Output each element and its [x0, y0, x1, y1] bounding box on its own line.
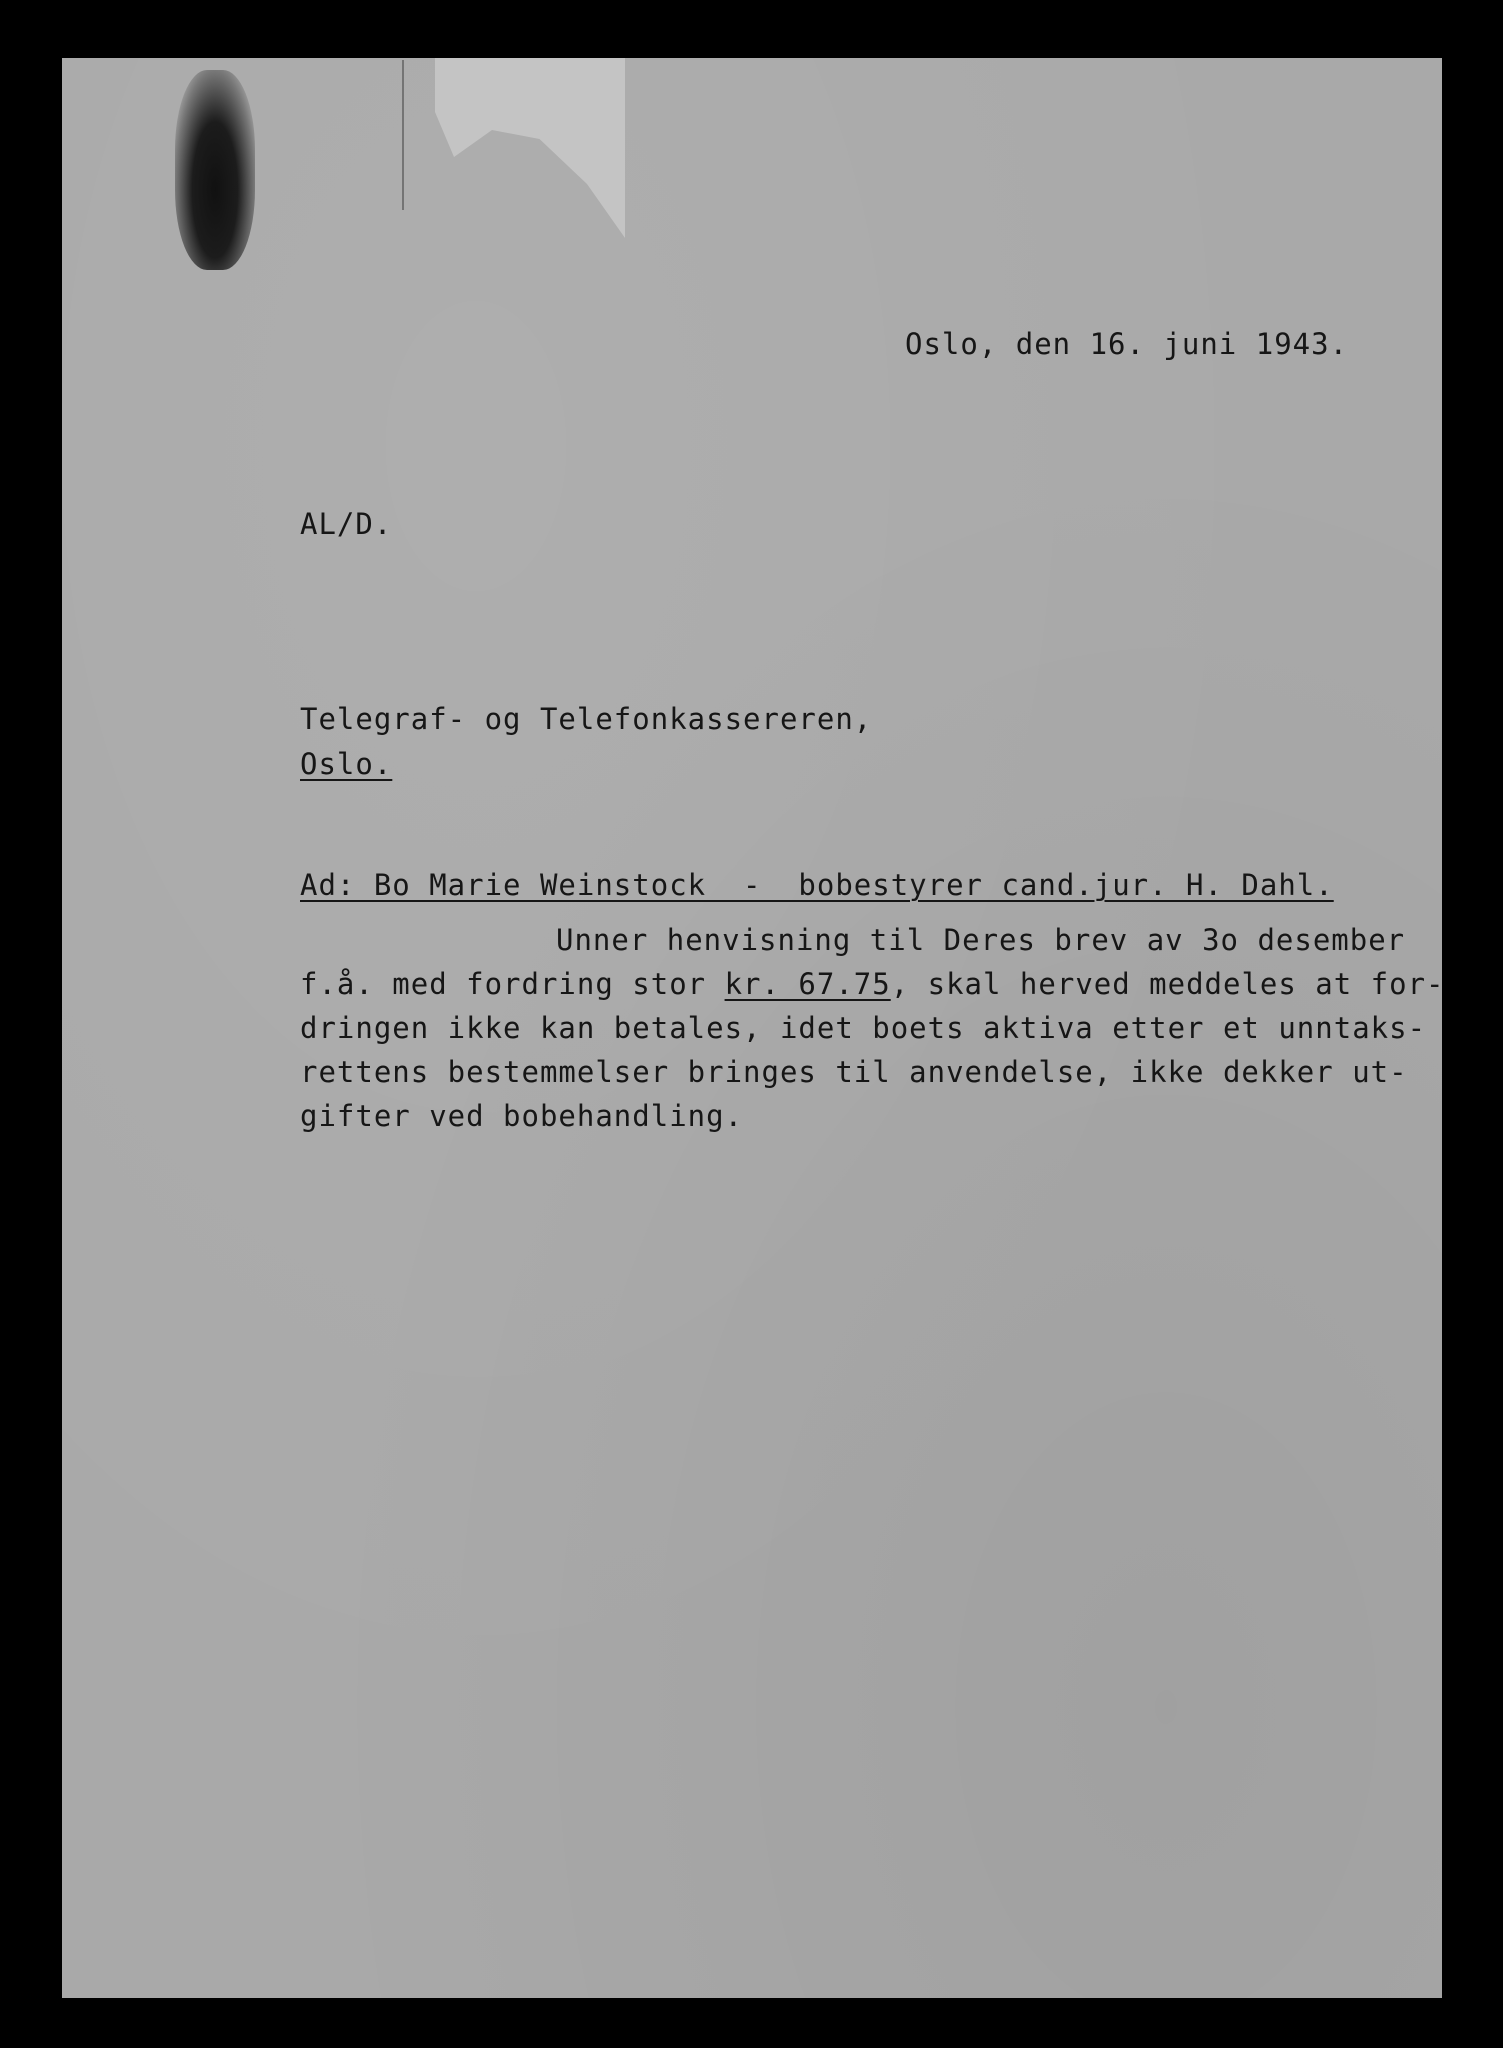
subject-line: Ad: Bo Marie Weinstock - bobestyrer cand.jur. H. Dahl.	[300, 868, 1334, 902]
fold-line	[402, 60, 404, 210]
body-line-2-end: , skal herved meddeles at for-	[890, 967, 1445, 1001]
claim-amount: kr. 67.75	[724, 967, 891, 1001]
reference-code: AL/D.	[300, 507, 393, 541]
date-line: Oslo, den 16. juni 1943.	[905, 327, 1349, 361]
recipient-line-2: Oslo.	[300, 747, 393, 781]
body-line-4: rettens bestemmelser bringes til anvendelse, ikke dekker ut-	[300, 1055, 1408, 1089]
body-line-5: gifter ved bobehandling.	[300, 1099, 744, 1133]
body-line-1: Unner henvisning til Deres brev av 3o desember	[556, 923, 1406, 957]
body-line-2-start: f.å. med fordring stor	[300, 967, 725, 1001]
recipient-line-1: Telegraf- og Telefonkassereren,	[300, 702, 873, 736]
body-line-2	[300, 967, 1445, 1001]
body-line-3: dringen ikke kan betales, idet boets aktiva etter et unntaks-	[300, 1011, 1427, 1045]
ink-stain	[175, 70, 255, 270]
